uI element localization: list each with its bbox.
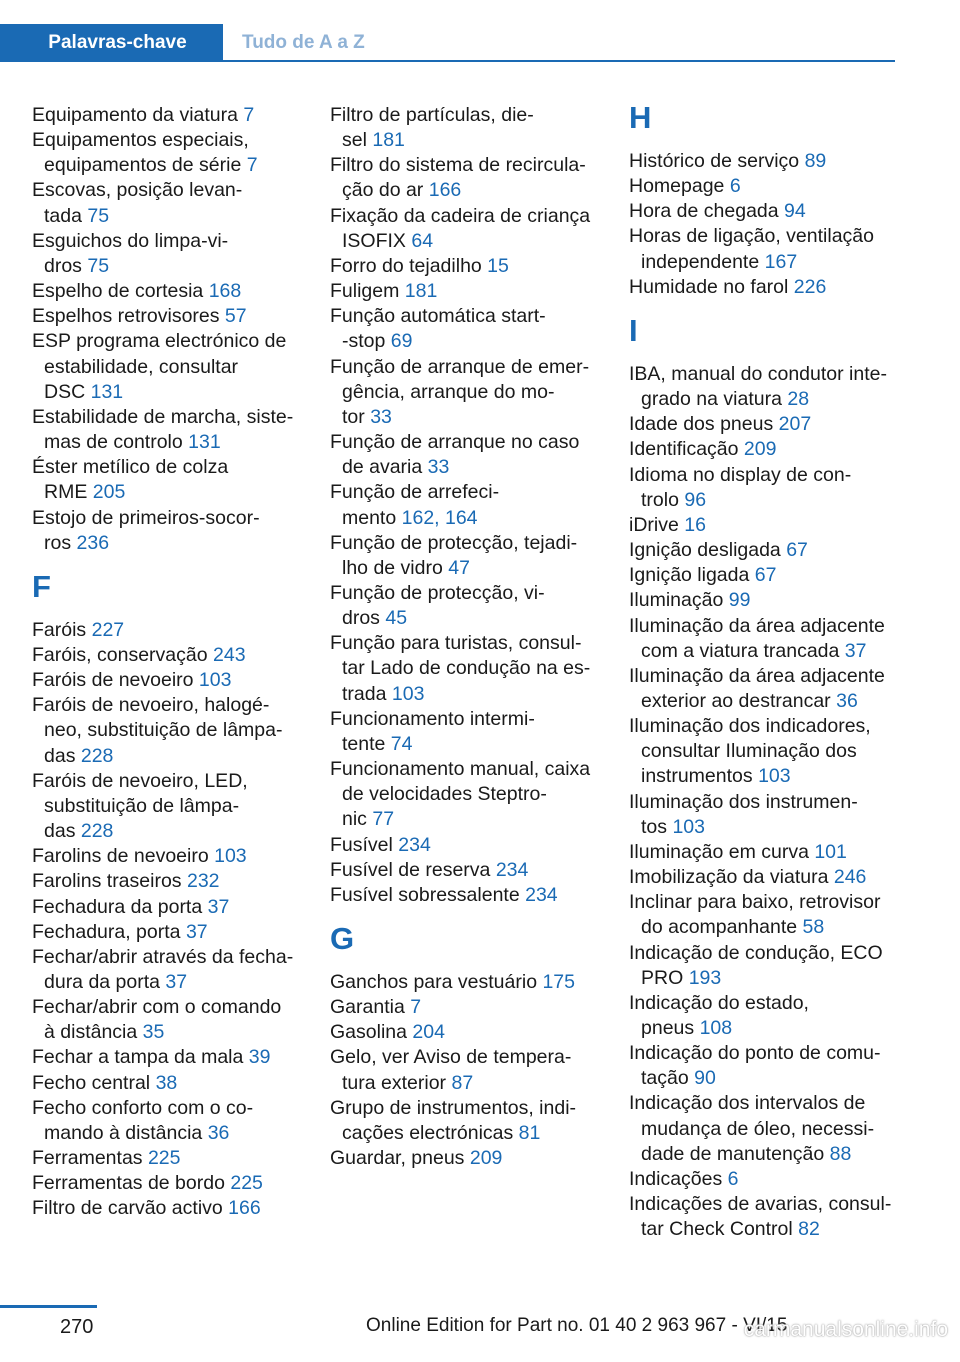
section-letter: G: [330, 921, 355, 956]
index-entry-term: Fechadura, porta: [32, 920, 186, 943]
index-entry-term: Faróis, conservação: [32, 643, 213, 666]
index-entry-term: Funcionamento manual, caixa de velocidades Steptro‐ nic: [330, 758, 591, 831]
index-entry: [330, 1045, 600, 1095]
index-entry-page-link[interactable]: 236: [76, 531, 110, 554]
index-entry-page-link[interactable]: 6: [727, 1167, 739, 1190]
index-entry: [629, 463, 899, 513]
index-entry-term: Iluminação da área adjacente exterior ao destrancar: [629, 664, 885, 712]
index-entry: [32, 869, 302, 894]
index-entry-term: Escovas, posição levan‐ tada: [32, 179, 243, 227]
index-entry-page-link[interactable]: 37: [207, 895, 230, 918]
index-entry-page-link[interactable]: 90: [694, 1067, 716, 1090]
index-entry-page-link[interactable]: 64: [411, 229, 434, 252]
index-entry-page-link[interactable]: 227: [91, 618, 125, 641]
index-entry-page-link[interactable]: 75: [87, 254, 110, 277]
index-entry-page-link[interactable]: 81: [518, 1121, 541, 1144]
index-entry: [629, 224, 899, 274]
index-entry-page-link[interactable]: 103: [198, 669, 232, 692]
tab-keywords[interactable]: Palavras-chave: [0, 24, 223, 62]
index-entry: [32, 920, 302, 945]
index-entry: [629, 1167, 899, 1192]
index-entry: [32, 405, 302, 455]
index-entry: [629, 840, 899, 865]
index-entry-term: Indicações de avarias, consul‐ tar Check Control: [629, 1193, 892, 1241]
index-entry: [629, 362, 899, 412]
index-entry-term: Equipamentos especiais, equipamentos de série: [32, 129, 249, 177]
index-entry-term: Histórico de serviço: [629, 150, 805, 172]
index-entry-term: Inclinar para baixo, retrovisor do acompanhante: [629, 891, 881, 939]
index-entry-page-link[interactable]: 207: [778, 413, 812, 436]
index-entry: [32, 1045, 302, 1070]
index-entry: [32, 128, 302, 178]
index-entry-page-link[interactable]: 193: [688, 966, 722, 989]
index-entry-page-link[interactable]: 37: [185, 920, 208, 943]
index-entry: [629, 1192, 899, 1242]
index-entry-term: Hora de chegada: [629, 200, 785, 223]
index-entry-page-link[interactable]: 89: [804, 150, 827, 172]
index-entry-page-link[interactable]: 228: [80, 744, 114, 767]
tab-a-to-z[interactable]: Tudo de A a Z: [242, 32, 365, 53]
index-entry: [330, 304, 600, 354]
index-entry-term: Equipamento da viatura: [32, 104, 244, 126]
index-entry-page-link[interactable]: 232: [186, 870, 220, 893]
header-tabs: [0, 24, 895, 62]
index-entry-page-link[interactable]: 74: [390, 732, 413, 755]
index-entry-page-link[interactable]: 166: [228, 1197, 261, 1220]
index-entry-page-link[interactable]: 101: [814, 840, 847, 863]
index-entry-term: Identificação: [629, 438, 744, 461]
index-entry: [629, 174, 899, 199]
index-entry-term: Ignição ligada: [629, 564, 755, 587]
index-entry-term: Fusível: [330, 833, 399, 856]
index-entry-term: Garantia: [330, 996, 411, 1019]
section-letter: I: [629, 312, 638, 348]
index-entry-page-link[interactable]: 77: [372, 808, 395, 831]
index-entry-page-link[interactable]: 87: [451, 1071, 474, 1094]
index-entry-page-link[interactable]: 225: [147, 1147, 181, 1170]
index-entry-term: Indicação de condução, ECO PRO: [629, 941, 883, 989]
page-number-rule: [0, 1305, 97, 1308]
index-entry-term: ESP programa electrónico de estabilidade, consultar DSC: [32, 330, 287, 403]
index-entry-term: Fecho conforto com o co‐ mando à distância: [32, 1096, 254, 1144]
index-entry-page-link[interactable]: 225: [230, 1172, 263, 1195]
index-entry: [330, 858, 600, 883]
index-entry-page-link[interactable]: 99: [728, 589, 751, 612]
index-entry-term: Iluminação dos instrumen‐ tos: [629, 790, 858, 838]
index-entry: [330, 480, 600, 530]
index-entry-term: Indicações: [629, 1167, 728, 1190]
index-entry-page-link[interactable]: 234: [398, 833, 431, 856]
index-entry: [330, 757, 600, 832]
index-column-1: [32, 103, 302, 1222]
index-entry: [330, 883, 600, 908]
index-entry-term: Homepage: [629, 175, 730, 198]
index-entry-term: Filtro de carvão activo: [32, 1197, 229, 1220]
index-entry-term: IBA, manual do condutor inte‐ grado na viatura: [629, 362, 887, 411]
index-entry-page-link[interactable]: 47: [448, 556, 470, 579]
index-entry-page-link[interactable]: 96: [684, 488, 707, 511]
index-entry-page-link[interactable]: 45: [385, 607, 408, 630]
index-entry-page-link[interactable]: 35: [142, 1021, 165, 1044]
index-entry: [330, 833, 600, 858]
index-entry-term: Éster metílico de colza RME: [32, 456, 229, 504]
index-entry: [32, 895, 302, 920]
index-entry-term: Fusível de reserva: [330, 858, 496, 881]
page-number: 270: [60, 1316, 94, 1338]
index-entry: [330, 1146, 600, 1171]
index-entry: [629, 664, 899, 714]
index-entry-page-link[interactable]: 246: [833, 866, 867, 889]
index-entry-term: Ganchos para vestuário: [330, 971, 543, 993]
index-entry-page-link[interactable]: 82: [798, 1218, 820, 1241]
index-entry: [330, 254, 600, 279]
index-entry-term: Função de protecção, tejadi‐ lho de vidro: [330, 531, 578, 579]
watermark: carmanualsonline.info: [743, 1318, 948, 1341]
index-entry-page-link[interactable]: 7: [246, 154, 258, 177]
index-entry-page-link[interactable]: 39: [248, 1046, 271, 1069]
index-entry: [32, 995, 302, 1045]
index-entry-page-link[interactable]: 162, 164: [401, 506, 478, 529]
index-entry-page-link[interactable]: 181: [372, 129, 405, 152]
index-entry-page-link[interactable]: 36: [207, 1121, 230, 1144]
index-entry: [32, 506, 302, 556]
index-entry-term: Iluminação da área adjacente com a viatura trancada: [629, 614, 885, 662]
index-entry: [629, 1041, 899, 1091]
index-entry-page-link[interactable]: 7: [410, 996, 422, 1019]
index-entry-term: Farolins traseiros: [32, 870, 187, 893]
index-entry-term: Fusível sobressalente: [330, 883, 526, 906]
index-entry: [330, 204, 600, 254]
index-entry: [330, 531, 600, 581]
index-entry: [629, 412, 899, 437]
index-entry-term: Forro do tejadilho: [330, 254, 488, 277]
index-entry-page-link[interactable]: 28: [787, 388, 810, 411]
index-entry-page-link[interactable]: 67: [754, 564, 777, 587]
index-entry: [32, 1196, 302, 1221]
index-entry-page-link[interactable]: 88: [829, 1142, 852, 1165]
index-entry: [330, 995, 600, 1020]
index-entry-term: Função de arranque no caso de avaria: [330, 431, 580, 479]
index-column-3: [629, 100, 899, 1242]
edition-footer: Online Edition for Part no. 01 40 2 963 967 - VI/15: [366, 1315, 788, 1336]
index-entry-term: Funcionamento intermi‐ tente: [330, 707, 535, 755]
index-entry: [330, 631, 600, 706]
index-entry: [629, 563, 899, 588]
section-letter: F: [32, 568, 51, 604]
index-entry-term: Gelo, ver Aviso de tempera‐ tura exterior: [330, 1046, 572, 1094]
index-entry-term: Faróis de nevoeiro, LED, substituição de lâmpa‐ das: [32, 769, 248, 843]
index-entry-page-link[interactable]: 103: [391, 682, 425, 705]
index-entry-term: Iluminação: [629, 589, 729, 612]
index-entry-term: Grupo de instrumentos, indi‐ cações electrónicas: [330, 1096, 577, 1144]
index-entry-term: Estabilidade de marcha, siste‐ mas de controlo: [32, 405, 294, 454]
index-entry: [330, 355, 600, 430]
index-entry: [32, 1071, 302, 1096]
index-entry: [32, 229, 302, 279]
index-entry: [629, 149, 899, 174]
index-entry-term: Fechar a tampa da mala: [32, 1046, 249, 1069]
index-entry-term: Indicação dos intervalos de mudança de óleo, necessi‐ dade de manutenção: [629, 1092, 875, 1165]
index-entry-term: Fechar/abrir através da fecha‐ dura da porta: [32, 945, 294, 993]
index-entry-page-link[interactable]: 243: [213, 643, 246, 666]
index-entry-term: Ferramentas: [32, 1147, 148, 1170]
index-entry: [629, 275, 899, 300]
index-entry: [32, 668, 302, 693]
index-entry-term: Idioma no display de con‐ trolo: [629, 463, 852, 511]
index-entry-page-link[interactable]: 57: [224, 305, 247, 328]
index-entry: [629, 437, 899, 462]
index-entry-term: Esguichos do limpa-vi‐ dros: [32, 229, 229, 277]
section-letter: H: [629, 100, 652, 135]
index-entry-page-link[interactable]: 131: [90, 380, 124, 403]
index-entry: [629, 513, 899, 538]
index-entry: [32, 945, 302, 995]
index-entry-page-link[interactable]: 69: [390, 330, 413, 353]
index-entry-page-link[interactable]: 38: [155, 1071, 178, 1094]
index-entry: [629, 199, 899, 224]
index-entry-page-link[interactable]: 234: [525, 883, 558, 906]
index-entry: [32, 1171, 302, 1196]
index-entry: [32, 178, 302, 228]
index-entry: [32, 693, 302, 768]
index-entry-page-link[interactable]: 36: [836, 689, 858, 712]
index-entry-page-link[interactable]: 209: [743, 438, 777, 461]
index-entry: [330, 581, 600, 631]
index-entry-page-link[interactable]: 94: [784, 200, 806, 223]
index-entry-page-link[interactable]: 209: [469, 1147, 503, 1170]
index-entry-term: Fechar/abrir com o comando à distância: [32, 996, 282, 1044]
index-entry-page-link[interactable]: 226: [793, 275, 827, 298]
index-entry-term: Fixação da cadeira de criança ISOFIX: [330, 204, 591, 252]
index-entry-term: Imobilização da viatura: [629, 866, 834, 889]
index-entry: [629, 588, 899, 613]
index-entry-page-link[interactable]: 103: [758, 765, 791, 788]
index-entry: [32, 618, 302, 643]
index-entry-term: Ferramentas de bordo: [32, 1172, 231, 1195]
index-entry-page-link[interactable]: 15: [487, 254, 509, 277]
index-entry-term: Função de protecção, vi‐ dros: [330, 581, 545, 630]
index-entry-page-link[interactable]: 167: [764, 250, 798, 273]
index-entry: [629, 790, 899, 840]
index-entry-term: Função de arranque de emer‐ gência, arranque do mo‐ tor: [330, 355, 590, 428]
index-entry-term: Faróis de nevoeiro: [32, 669, 199, 692]
index-entry: [629, 941, 899, 991]
index-entry-term: Filtro de partículas, die‐ sel: [330, 104, 534, 152]
index-entry-term: Espelho de cortesia: [32, 280, 209, 303]
index-entry: [330, 153, 600, 203]
index-entry: [32, 643, 302, 668]
tab-underline: [223, 60, 895, 62]
index-entry-term: Função de arrefeci‐ mento: [330, 481, 500, 529]
index-entry-page-link[interactable]: 168: [208, 280, 242, 303]
index-entry-term: Guardar, pneus: [330, 1147, 470, 1170]
index-entry: [330, 970, 600, 995]
index-entry-term: Farolins de nevoeiro: [32, 845, 215, 868]
index-column-2: [330, 103, 600, 1171]
index-entry-term: Humidade no farol: [629, 275, 794, 298]
index-entry: [629, 614, 899, 664]
index-entry-page-link[interactable]: 75: [87, 204, 110, 227]
index-entry: [330, 103, 600, 153]
index-entry: [330, 1020, 600, 1045]
index-entry-term: Iluminação dos indicadores, consultar Iluminação dos instrumentos: [629, 715, 871, 788]
index-entry-page-link[interactable]: 37: [165, 971, 188, 993]
index-entry: [32, 1096, 302, 1146]
index-entry-page-link[interactable]: 205: [92, 481, 126, 504]
index-entry-page-link[interactable]: 6: [729, 175, 741, 198]
index-entry-term: Fecho central: [32, 1071, 156, 1094]
index-entry: [629, 714, 899, 789]
index-entry: [330, 430, 600, 480]
index-entry-term: Idade dos pneus: [629, 413, 779, 436]
index-entry-term: Iluminação em curva: [629, 840, 815, 863]
index-entry: [32, 1146, 302, 1171]
index-entry: [32, 329, 302, 404]
index-entry-term: Espelhos retrovisores: [32, 305, 225, 328]
index-entry-page-link[interactable]: 108: [699, 1017, 733, 1039]
index-entry: [629, 865, 899, 890]
index-entry: [32, 103, 302, 128]
index-entry-page-link[interactable]: 67: [786, 539, 808, 562]
index-entry-page-link[interactable]: 103: [672, 815, 705, 838]
index-entry: [629, 1091, 899, 1166]
index-entry-page-link[interactable]: 175: [542, 971, 575, 993]
index-entry-term: Faróis: [32, 618, 92, 641]
index-entry-page-link[interactable]: 204: [412, 1021, 445, 1044]
index-entry-term: iDrive: [629, 513, 685, 536]
index-entry-term: Indicação do estado, pneus: [629, 991, 809, 1039]
index-entry-page-link[interactable]: 131: [188, 431, 221, 454]
index-entry-page-link[interactable]: 33: [370, 405, 392, 428]
index-entry-term: Função para turistas, consul‐ tar Lado de condução na es‐ trada: [330, 632, 591, 705]
index-entry-term: Função automática start- -stop: [330, 305, 546, 353]
index-entry-term: Faróis de nevoeiro, halogé‐ neo, substituição de lâmpa‐ das: [32, 694, 283, 767]
index-entry-page-link[interactable]: 234: [495, 858, 529, 881]
index-entry: [32, 844, 302, 869]
index-entry: [629, 890, 899, 940]
index-entry: [32, 455, 302, 505]
index-entry-term: Horas de ligação, ventilação independente: [629, 225, 874, 273]
index-entry-term: Ignição desligada: [629, 539, 787, 562]
index-entry: [629, 538, 899, 563]
index-entry-page-link[interactable]: 33: [427, 456, 450, 479]
index-entry-term: Fechadura da porta: [32, 895, 208, 918]
index-entry: [32, 769, 302, 844]
index-entry-page-link[interactable]: 7: [243, 104, 255, 126]
index-entry-page-link[interactable]: 16: [684, 513, 706, 536]
index-entry: [330, 707, 600, 757]
index-entry: [629, 991, 899, 1041]
index-entry-term: Filtro do sistema de recircula‐ ção do ar: [330, 154, 586, 202]
index-entry-term: Estojo de primeiros-socor‐ ros: [32, 506, 260, 554]
index-entry-page-link[interactable]: 181: [404, 280, 438, 303]
index-entry-page-link[interactable]: 103: [214, 845, 247, 868]
index-entry-page-link[interactable]: 228: [80, 820, 114, 843]
index-entry-term: Gasolina: [330, 1021, 413, 1044]
index-entry: [32, 279, 302, 304]
index-entry-page-link[interactable]: 166: [428, 179, 462, 202]
index-entry: [330, 1096, 600, 1146]
index-entry: [32, 304, 302, 329]
index-entry-term: Fuligem: [330, 280, 405, 303]
index-entry: [330, 279, 600, 304]
index-entry-page-link[interactable]: 58: [802, 916, 825, 939]
index-entry-page-link[interactable]: 37: [844, 639, 867, 662]
index-entry-term: Indicação do ponto de comu‐ tação: [629, 1042, 881, 1090]
